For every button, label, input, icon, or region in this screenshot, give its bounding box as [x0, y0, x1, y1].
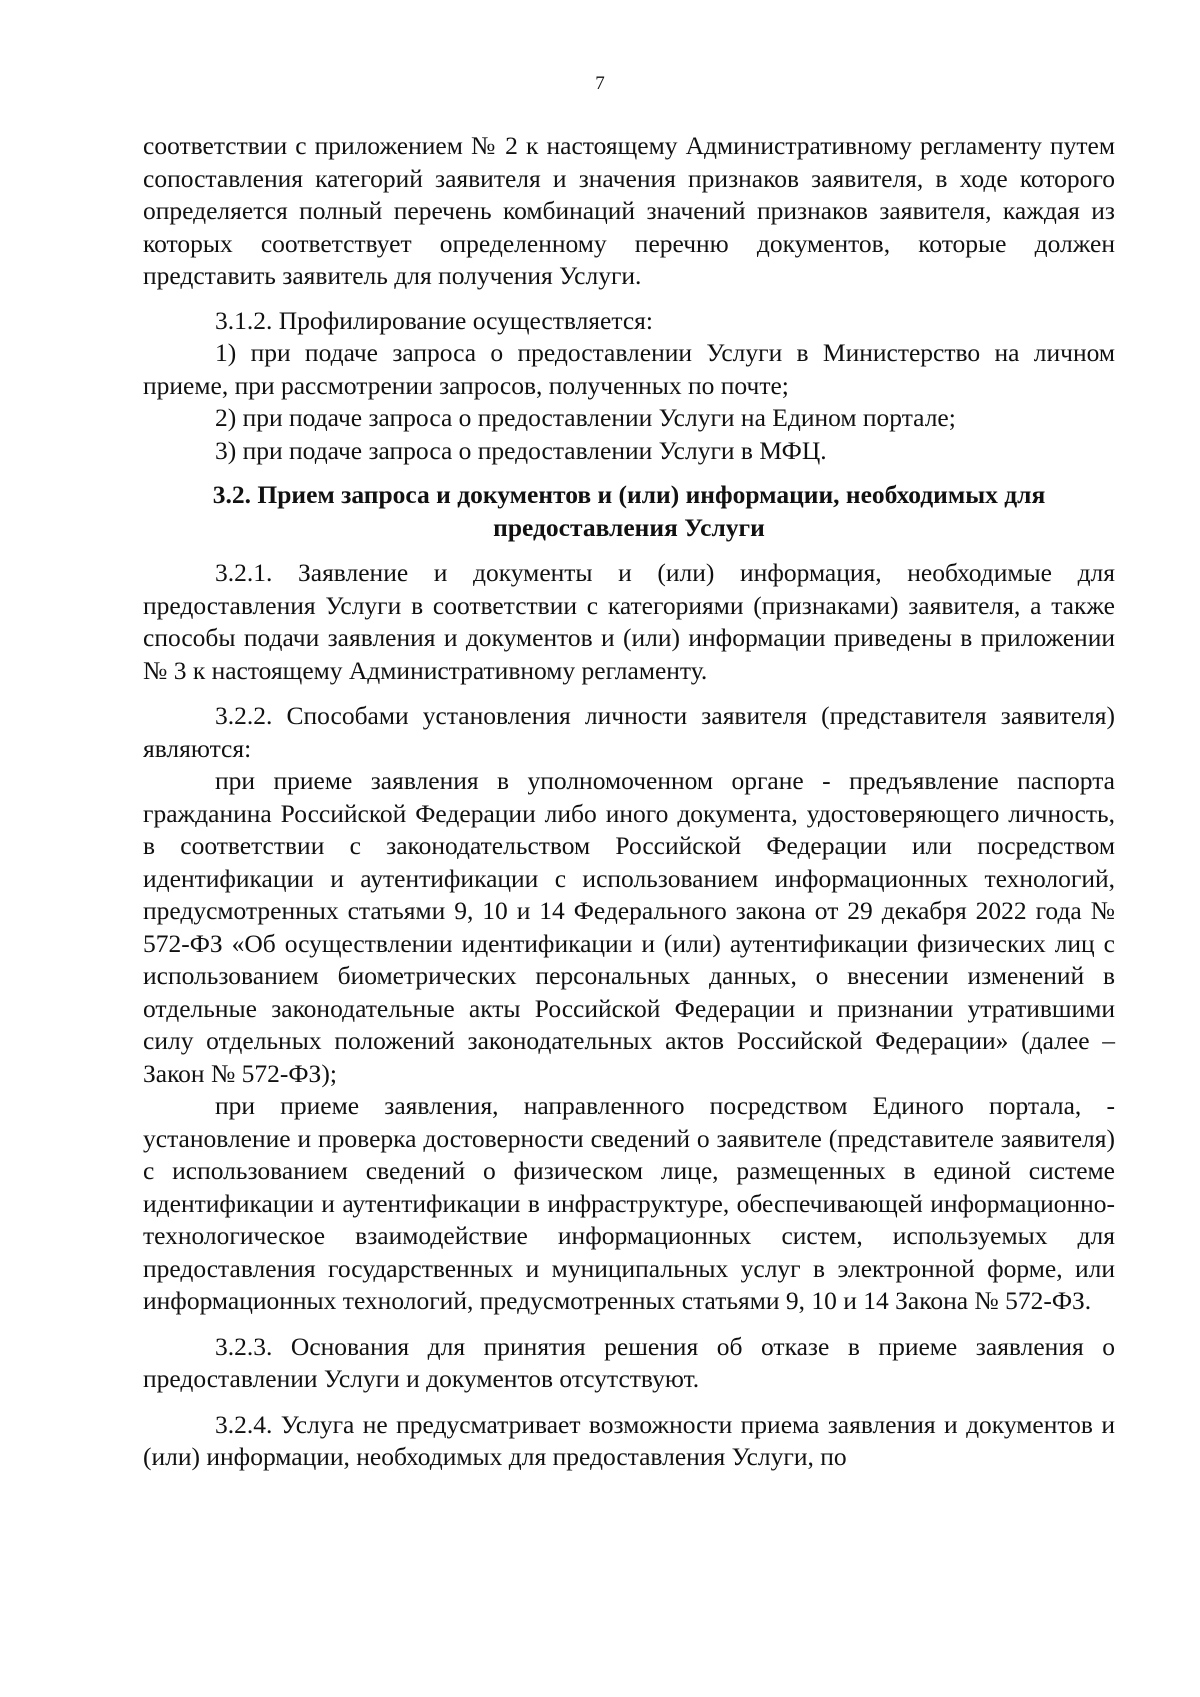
list-item-3: 3) при подаче запроса о предоставлении Услуги в МФЦ.	[215, 435, 827, 465]
paragraph-continuation: соответствии с приложением № 2 к настоящему Административному регламенту путем сопоставления категорий заявителя и значения признаков заявителя, в ходе которого определяется полный перечень комбинаций значений признаков заявителя, каждая из которых соответствует определенному перечню документов, которые должен представить заявитель для получения Услуги.	[143, 131, 1115, 290]
paragraph-3-1-2: 3.1.2. Профилирование осуществляется:	[215, 305, 653, 335]
paragraph-identification-in-person: при приеме заявления в уполномоченном органе - предъявление паспорта гражданина Российской Федерации либо иного документа, удостоверяющего личность, в соответствии с законодательством Российской Федерации или посредством идентификации и аутентификации с использованием информационных технологий, предусмотренных статьями 9, 10 и 14 Федерального закона от 29 декабря 2022 года № 572-ФЗ «Об осуществлении идентификации и (или) аутентификации физических лиц с использованием биометрических персональных данных, о внесении изменений в отдельные законодательные акты Российской Федерации и признании утратившими силу отдельных положений законодательных актов Российской Федерации» (далее – Закон № 572-ФЗ);	[143, 766, 1115, 1088]
section-heading-3-2: 3.2. Прием запроса и документов и (или) информации, необходимых для предоставления Услуги	[212, 480, 1046, 542]
paragraph-3-2-1: 3.2.1. Заявление и документы и (или) информация, необходимые для предоставления Услуги в соответствии с категориями (признаками) заявителя, а также способы подачи заявления и документов и (или) информации приведены в приложении № 3 к настоящему Административному регламенту.	[143, 558, 1115, 685]
paragraph-3-2-4: 3.2.4. Услуга не предусматривает возможности приема заявления и документов и (или) информации, необходимых для предоставления Услуги, по	[143, 1409, 1115, 1471]
paragraph-3-2-3: 3.2.3. Основания для принятия решения об отказе в приеме заявления о предоставлении Услуги и документов отсутствуют.	[143, 1331, 1115, 1393]
list-item-1: 1) при подаче запроса о предоставлении Услуги в Министерство на личном приеме, при рассмотрении запросов, полученных по почте;	[143, 338, 1115, 400]
paragraph-identification-portal: при приеме заявления, направленного посредством Единого портала, - установление и проверка достоверности сведений о заявителе (представителе заявителя) с использованием сведений о физическом лице, размещенных в единой системе идентификации и аутентификации в инфраструктуре, обеспечивающей информационно-технологическое взаимодействие информационных систем, используемых для предоставления государственных и муниципальных услуг в электронной форме, или информационных технологий, предусмотренных статьями 9, 10 и 14 Закона № 572-ФЗ.	[143, 1091, 1115, 1315]
page-number: 7	[595, 73, 605, 94]
list-item-2: 2) при подаче запроса о предоставлении Услуги на Едином портале;	[215, 403, 956, 432]
page-body	[143, 130, 1115, 1474]
paragraph-3-2-2: 3.2.2. Способами установления личности заявителя (представителя заявителя) являются:	[143, 701, 1115, 763]
